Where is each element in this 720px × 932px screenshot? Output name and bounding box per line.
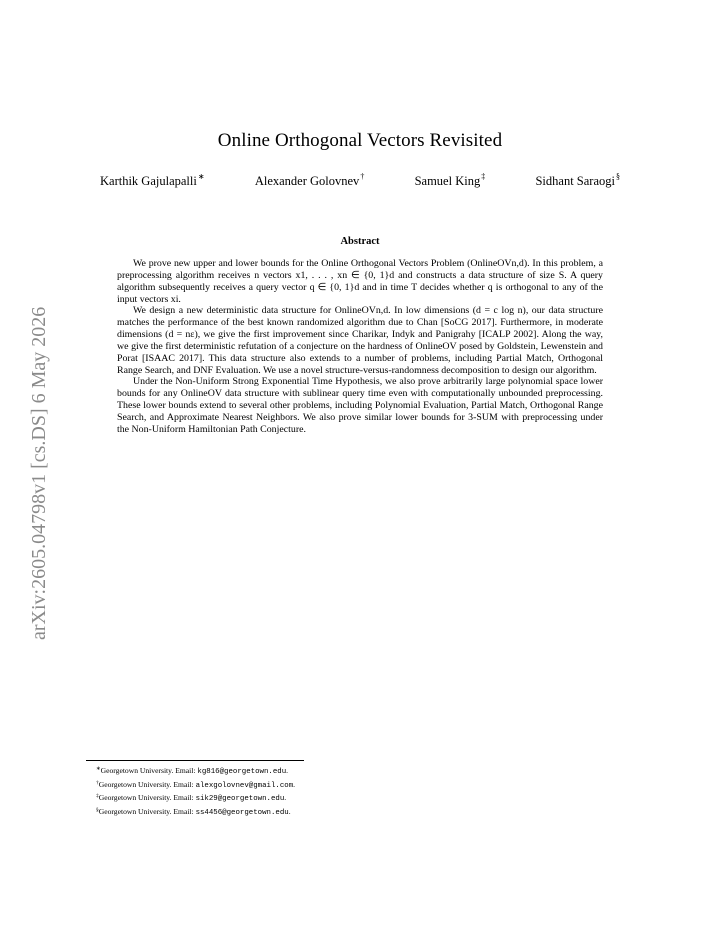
footnote-affiliation: Georgetown University. Email: [100,766,198,775]
author-4 [535,174,620,189]
footnote-end: . [284,793,287,803]
footnote-divider [86,760,304,761]
email-link[interactable]: alexgolovnev@gmail.com [195,781,294,790]
author-name: Alexander Golovnev [254,174,360,188]
author-footnote-mark[interactable]: ‡ [481,172,486,181]
footnote-affiliation: Georgetown University. Email: [98,779,196,789]
abstract-heading: Abstract [340,236,380,247]
arxiv-identifier[interactable]: arXiv:2605.04798v1 [cs.DS] 6 May 2026 [28,306,50,640]
author-footnote-mark[interactable]: † [360,172,365,181]
email-link[interactable]: kg816@georgetown.edu [197,768,287,776]
abstract-body [117,258,603,436]
arxiv-stamp-svg [15,140,55,680]
author-footnote-mark[interactable]: ∗ [197,172,205,181]
author-footnote-mark[interactable]: § [615,172,620,181]
footnote-affiliation: Georgetown University. Email: [98,793,196,803]
footnote [96,806,295,820]
email-link[interactable]: ss4456@georgetown.edu [195,808,289,817]
author-3 [415,174,486,189]
footnote-affiliation: Georgetown University. Email: [98,806,196,816]
author-name: Sidhant Saraogi [535,174,615,188]
footnote-mark: ∗ [96,766,101,772]
footnote-end: . [286,766,289,775]
footnote-end: . [293,779,296,789]
footnote-end: . [288,806,291,816]
author-2 [255,174,364,189]
paper-title: Online Orthogonal Vectors Revisited [217,130,503,151]
email-link[interactable]: sik29@georgetown.edu [195,795,285,804]
footnote [96,792,295,806]
author-name: Samuel King [414,174,481,188]
abstract-paragraph: Under the Non-Uniform Strong Exponential Time Hypothesis, we also prove arbitrarily large polynomial space lower bounds for any OnlineOV data structure with sublinear query time even with computationally unbounded preprocessing. These lower bounds extend to several other problems, including Polynomial Evaluation, Partial Match, Orthogonal Range Search, and Approximate Nearest Neighbors. We also prove similar lower bounds for 3-SUM with preprocessing under the Non-Uniform Hamiltonian Path Conjecture. [117,376,603,435]
footnotes [96,765,295,819]
footnote-mark: ‡ [96,793,99,800]
author-name: Karthik Gajulapalli [100,174,197,188]
author-1 [100,174,205,189]
footnote-mark: † [96,779,99,786]
footnote [96,765,295,779]
abstract-paragraph: We design a new deterministic data structure for OnlineOVn,d. In low dimensions (d = c log n), our data structure matches the performance of the best known randomized algorithm due to Chan [SoCG 2017]. Furthermore, in moderate dimensions (d = nε), we give the first improvement since Charikar, Indyk and Panigrahy [ICALP 2002]. Along the way, we give the first deterministic refutation of a conjecture on the hardness of OnlineOV posed by Goldstein, Lewenstein and Porat [ISAAC 2017]. This data structure also extends to a number of problems, including Partial Match, Orthogonal Range Search, and DNF Evaluation. We use a novel structure-versus-randomness decomposition to design our algorithm. [117,305,603,376]
footnote [96,779,295,793]
author-list [100,174,620,189]
footnote-mark: § [96,806,99,813]
abstract-paragraph: We prove new upper and lower bounds for the Online Orthogonal Vectors Problem (OnlineOVn,d). In this problem, a preprocessing algorithm receives n vectors x1, . . . , xn ∈ {0, 1}d and constructs a data structure of size S. A query algorithm subsequently receives a query vector q ∈ {0, 1}d and in time T decides whether q is orthogonal to any of the input vectors xi. [117,258,603,305]
arxiv-stamp [15,140,55,640]
